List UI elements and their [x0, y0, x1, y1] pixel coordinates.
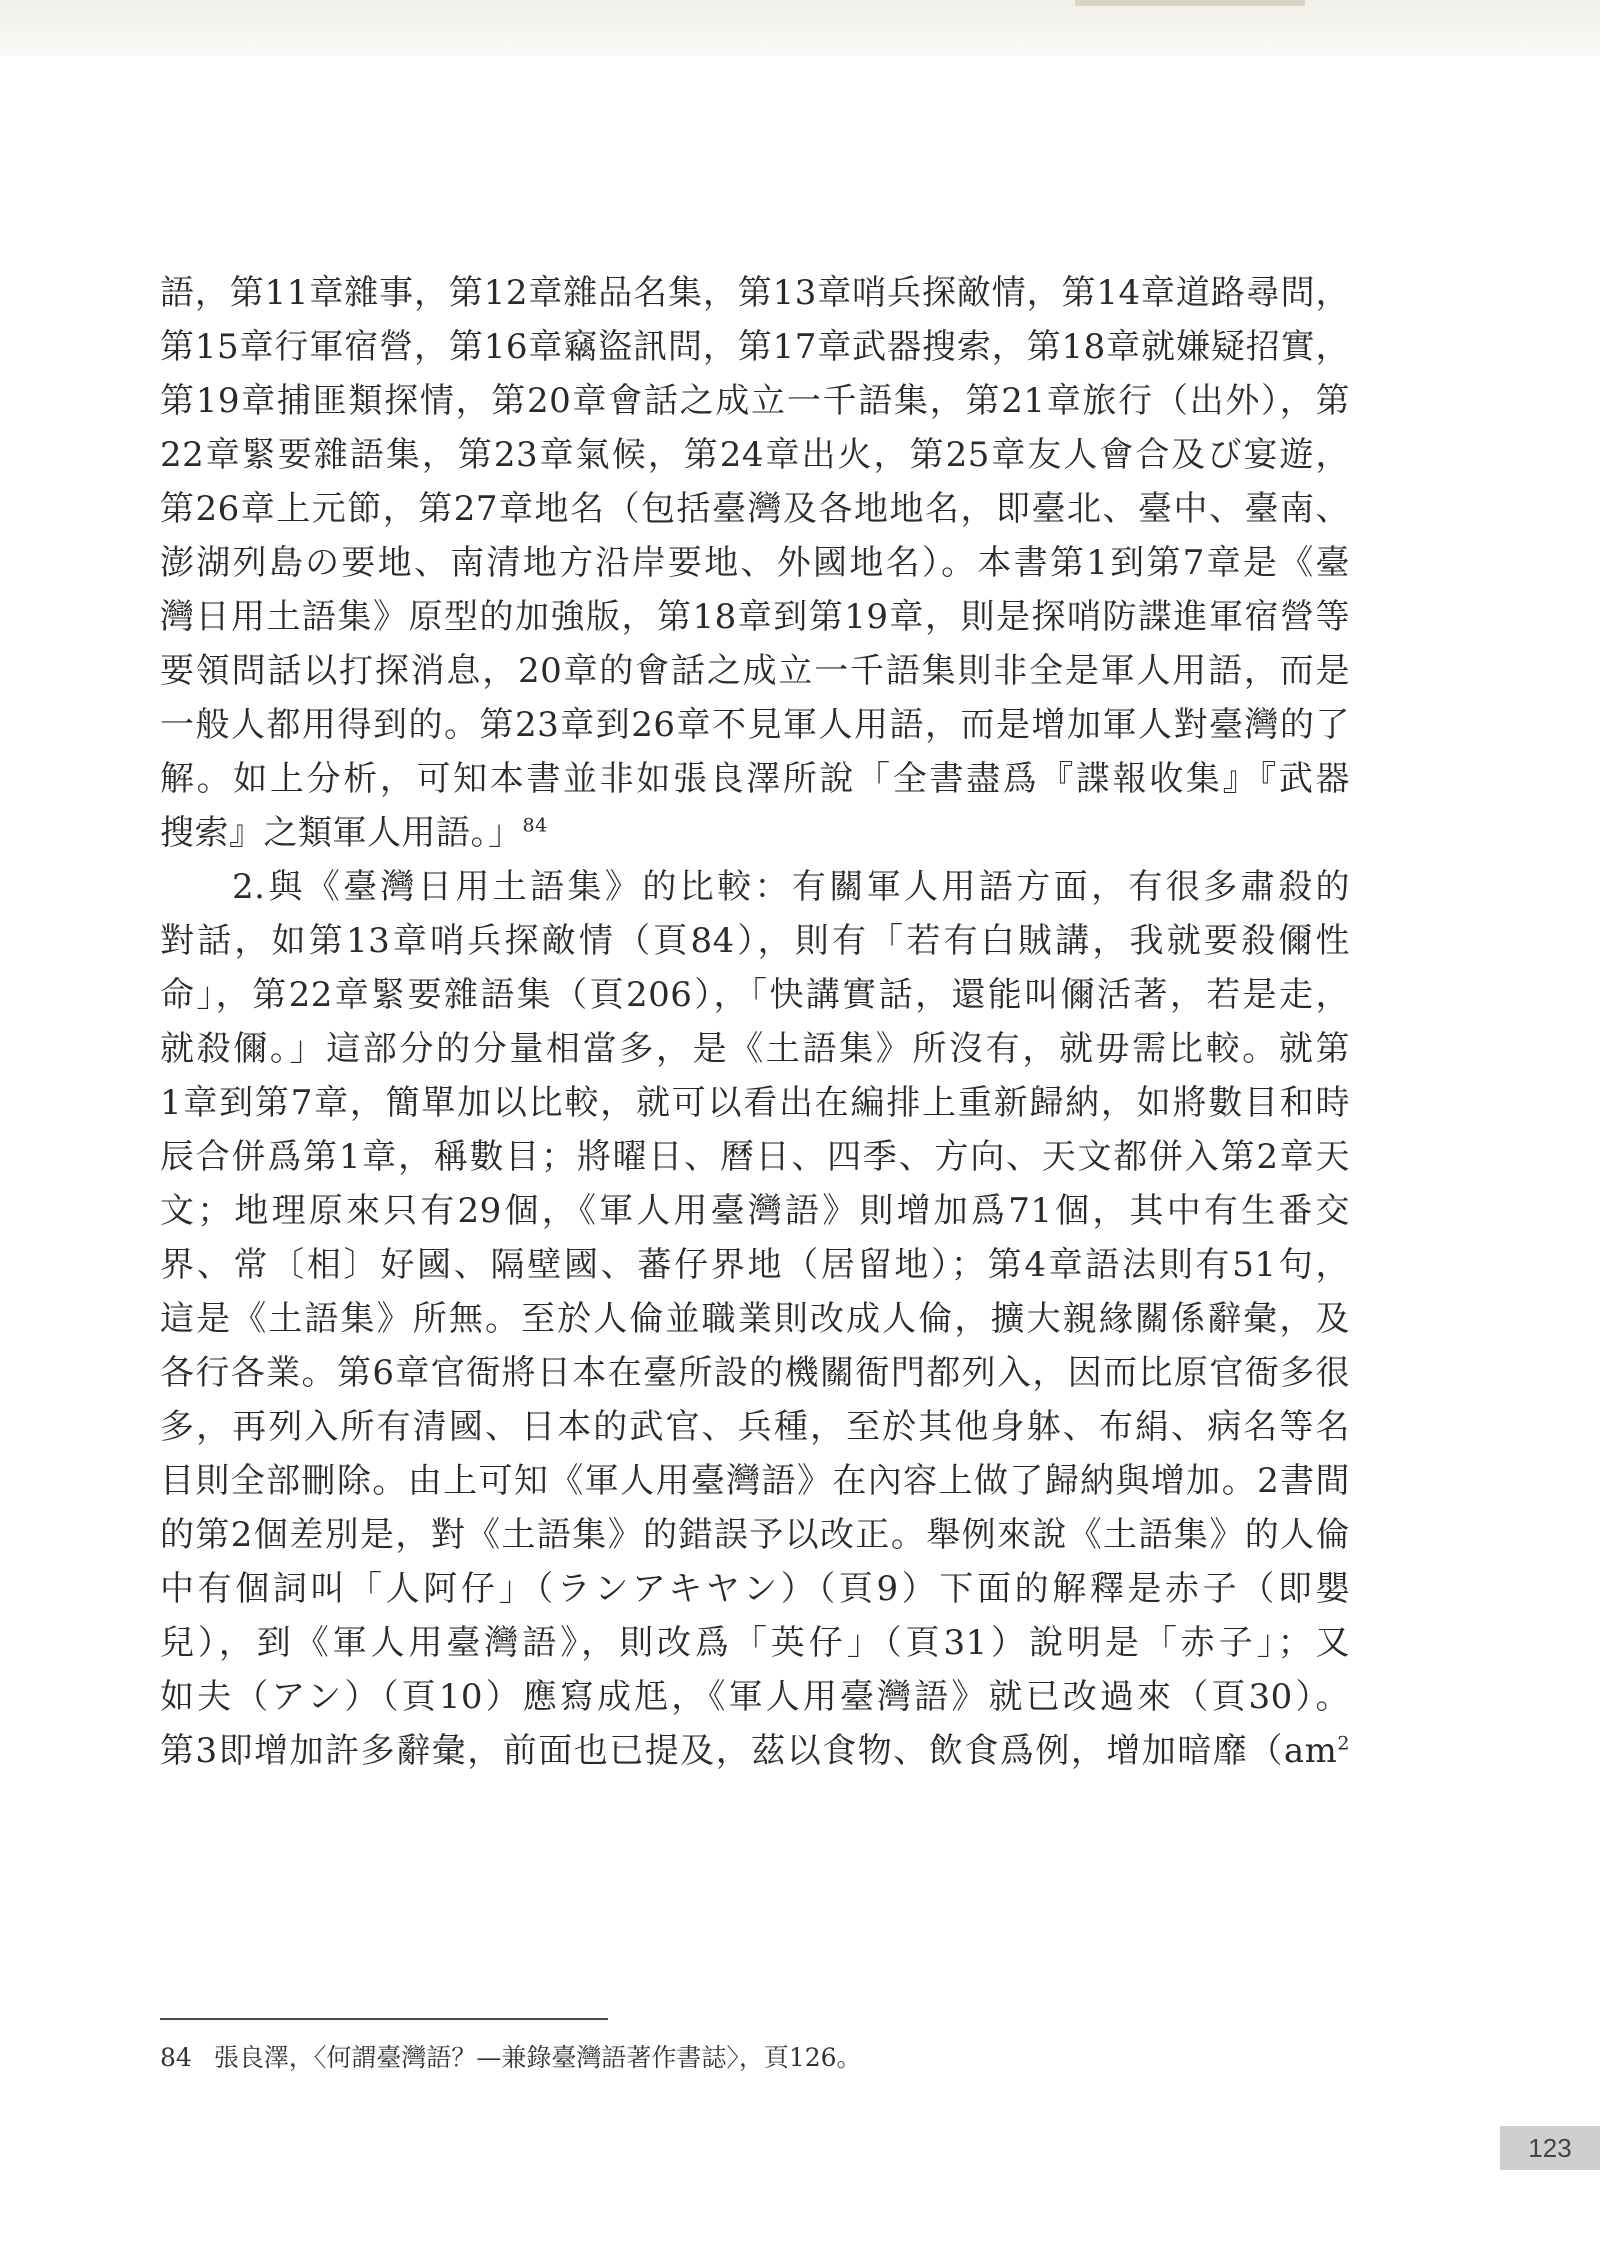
- text-line: 22章緊要雜語集，第23章氣候，第24章出火，第25章友人會合及び宴遊，: [160, 435, 1350, 475]
- page-number: 123: [1500, 2126, 1600, 2170]
- footnote: [160, 2040, 1350, 2076]
- text-line: 第19章捕匪類探情，第20章會話之成立一千語集，第21章旅行（出外），第: [160, 381, 1350, 421]
- footnote-text: 張良澤，〈何謂臺灣語？—兼錄臺灣語著作書誌〉，頁126。: [213, 2043, 862, 2072]
- paragraph-2: [160, 860, 1350, 1778]
- text-line: 的第2個差別是，對《土語集》的錯誤予以改正。舉例來說《土語集》的人倫: [160, 1515, 1350, 1555]
- text-line: 解。如上分析，可知本書並非如張良澤所說「全書盡爲『諜報收集』『武器: [160, 759, 1350, 799]
- text-line: 兒），到《軍人用臺灣語》，則改爲「英仔」（頁31）說明是「赤子」；又: [160, 1623, 1350, 1663]
- text-line: 第26章上元節，第27章地名（包括臺灣及各地地名，即臺北、臺中、臺南、: [160, 489, 1350, 529]
- footnote-number: 84: [160, 2043, 192, 2072]
- paragraph-1: [160, 266, 1350, 860]
- scan-top-mark: [1075, 0, 1305, 6]
- text-fragment: 第3即增加許多辭彙，前面也已提及，茲以食物、飲食爲例，增加暗靡（am: [160, 1731, 1338, 1771]
- text-line: 第15章行軍宿營，第16章竊盜訊問，第17章武器搜索，第18章就嫌疑招實，: [160, 327, 1350, 367]
- text-line: 澎湖列島の要地、南清地方沿岸要地、外國地名）。本書第1到第7章是《臺: [160, 543, 1350, 583]
- text-line: 文；地理原來只有29個，《軍人用臺灣語》則增加爲71個，其中有生番交: [160, 1191, 1350, 1231]
- text-line-last: [160, 806, 1350, 860]
- text-line: 界、常〔相〕好國、隔壁國、蕃仔界地（居留地）；第4章語法則有51句，: [160, 1245, 1350, 1285]
- text-line-last: [160, 1724, 1350, 1778]
- text-line: 一般人都用得到的。第23章到26章不見軍人用語，而是增加軍人對臺灣的了: [160, 705, 1350, 745]
- text-line: 辰合併爲第1章，稱數目；將曜日、曆日、四季、方向、天文都併入第2章天: [160, 1137, 1350, 1177]
- text-line: 這是《土語集》所無。至於人倫並職業則改成人倫，擴大親緣關係辭彙，及: [160, 1299, 1350, 1339]
- text-line: 要領問話以打探消息，20章的會話之成立一千語集則非全是軍人用語，而是: [160, 651, 1350, 691]
- footnote-reference: 84: [522, 814, 548, 837]
- body-text: [160, 266, 1350, 1778]
- text-line: 語，第11章雜事，第12章雜品名集，第13章哨兵探敵情，第14章道路尋問，: [160, 273, 1350, 313]
- text-line: 各行各業。第6章官衙將日本在臺所設的機關衙門都列入，因而比原官衙多很: [160, 1353, 1350, 1393]
- text-fragment: 搜索』之類軍人用語。」: [160, 813, 523, 853]
- scan-top-band: [0, 0, 1600, 56]
- text-line: 就殺儞。」這部分的分量相當多，是《土語集》所沒有，就毋需比較。就第: [160, 1029, 1350, 1069]
- text-line: 1章到第7章，簡單加以比較，就可以看出在編排上重新歸納，如將數目和時: [160, 1083, 1350, 1123]
- text-line: 對話，如第13章哨兵探敵情（頁84），則有「若有白賊講，我就要殺儞性: [160, 921, 1350, 961]
- text-line: 目則全部刪除。由上可知《軍人用臺灣語》在內容上做了歸納與增加。2書間: [160, 1461, 1350, 1501]
- text-line: 命」，第22章緊要雜語集（頁206），「快講實話，還能叫儞活著，若是走，: [160, 975, 1350, 1015]
- text-line: 多，再列入所有清國、日本的武官、兵種，至於其他身躰、布絹、病名等名: [160, 1407, 1350, 1447]
- text-line-first: 2.與《臺灣日用土語集》的比較：有關軍人用語方面，有很多肅殺的: [232, 867, 1350, 907]
- footnote-divider: [160, 2018, 608, 2020]
- text-line: 灣日用土語集》原型的加強版，第18章到第19章，則是探哨防諜進軍宿營等: [160, 597, 1350, 637]
- superscript: 2: [1337, 1732, 1350, 1755]
- text-line: 中有個詞叫「人阿仔」（ランアキヤン）（頁9）下面的解釋是赤子（即嬰: [160, 1569, 1350, 1609]
- text-line: 如夫（アン）（頁10）應寫成尪，《軍人用臺灣語》就已改過來（頁30）。: [160, 1677, 1350, 1717]
